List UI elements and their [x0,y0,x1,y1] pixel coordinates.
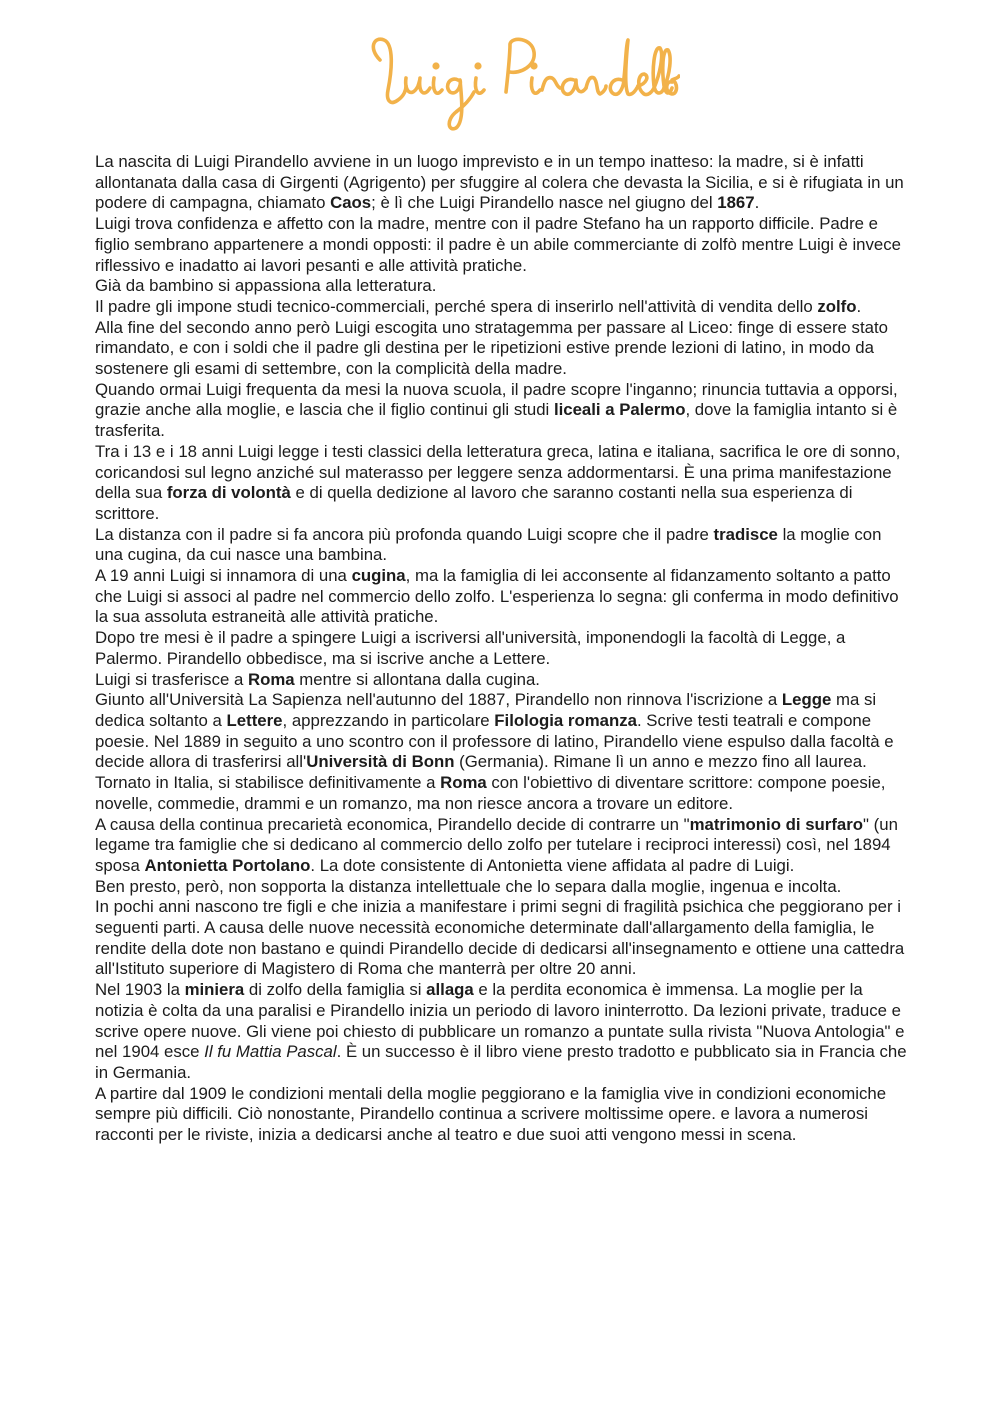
text-run: ma si dedica soltanto a [95,690,877,730]
paragraph [95,690,910,773]
text-run: Luigi si trasferisce a [95,669,248,689]
bold-text: Lettere [226,710,283,730]
bold-text: Roma [247,669,295,689]
paragraph [95,1084,910,1146]
paragraph [95,297,910,318]
paragraph [95,442,910,525]
bold-text: zolfo [817,296,857,316]
paragraph [95,773,910,814]
paragraph [95,897,910,980]
bold-text: Filologia romanza [494,710,637,730]
bold-text: liceali a Palermo [553,400,686,420]
text-run: Tornato in Italia, si stabilisce definitivamente a [95,773,441,793]
text-run: Luigi trova confidenza e affetto con la madre, mentre con il padre Stefano ha un rapporto difficile. Padre e figlio sembrano appartenere a mondi opposti: il padre è un abile commerciante di zolfò mentre Luigi è invece riflessivo e inadatto ai lavori pesanti e alle attività pratiche. [95,214,901,275]
text-run: Quando ormai Luigi frequenta da mesi la nuova scuola, il padre scopre l'inganno; rinuncia tuttavia a opporsi, grazie anche alla moglie, e lascia che il figlio continui gli studi [95,379,898,420]
bold-text: tradisce [713,524,778,544]
paragraph [95,670,910,691]
text-run: ; è lì che Luigi Pirandello nasce nel giugno del [371,193,718,213]
text-run: di zolfo della famiglia si [244,980,427,1000]
text-run: , apprezzando in particolare [282,710,495,730]
paragraph [95,877,910,898]
text-run: la moglie con una cugina, da cui nasce una bambina. [95,524,882,565]
paragraph [95,566,910,628]
text-run: Giunto all'Università La Sapienza nell'autunno del 1887, Pirandello non rinnova l'iscrizione a [95,690,782,710]
bold-text: Caos [330,193,372,213]
paragraph [95,152,910,214]
handwritten-title-logo [360,30,680,142]
paragraph [95,628,910,669]
text-run: Già da bambino si appassiona alla letteratura. [95,276,437,296]
text-run: , dove la famiglia intanto si è trasferita. [95,400,898,441]
text-run: La nascita di Luigi Pirandello avviene in un luogo imprevisto e in un tempo inatteso: la madre, si è infatti allontanata dalla casa di Girgenti (Agrigento) per sfuggire al colera che devasta la Sicilia, e si è rifugiata in un podere di campagna, chiamato [95,152,904,213]
text-run: . È un successo è il libro viene presto tradotto e pubblicato sia in Francia che in Germania. [95,1042,907,1082]
text-run: La distanza con il padre si fa ancora più profonda quando Luigi scopre che il padre [95,524,714,544]
text-run: . [856,296,862,316]
bold-text: allaga [426,980,474,1000]
body-text [95,152,910,1146]
text-run: A partire dal 1909 le condizioni mentali della moglie peggiorano e la famiglia vive in condizioni economiche sempre più difficili. Ciò nonostante, Pirandello continua a scrivere moltissime opere. e lavora a numerosi racconti per le riviste, inizia a dedicarsi anche al teatro e due suoi atti vengono messi in scena. [95,1083,887,1145]
bold-text: matrimonio di surfaro [689,814,864,834]
handwritten-title-graphic [360,30,680,142]
text-run: A 19 anni Luigi si innamora di una [95,566,352,586]
bold-text: miniera [184,980,245,1000]
text-run: (Germania). Rimane lì un anno e mezzo fino all laurea. [454,752,867,772]
text-run: . La dote consistente di Antonietta viene affidata al padre di Luigi. [310,855,795,875]
paragraph [95,214,910,276]
text-run: . Scrive testi teatrali e compone poesie. Nel 1889 in seguito a uno scontro con il professore di latino, Pirandello viene espulso dalla facoltà e decide allora di trasferirsi all' [95,710,894,772]
text-run: mentre si allontana dalla cugina. [294,669,540,689]
text-run: . [754,193,760,213]
bold-text: forza di volontà [166,483,291,503]
bold-text: Antonietta Portolano [144,855,311,875]
paragraph [95,980,910,1084]
paragraph [95,525,910,566]
text-run: e di quella dedizione al lavoro che saranno costanti nella sua esperienza di scrittore. [95,483,853,523]
text-run: Dopo tre mesi è il padre a spingere Luigi a iscriversi all'università, imponendogli la facoltà di Legge, a Palermo. Pirandello obbedisce, ma si iscrive anche a Lettere. [95,628,846,668]
paragraph [95,380,910,442]
bold-text: Università di Bonn [306,752,455,772]
text-run: Nel 1903 la [95,980,185,1000]
paragraph [95,276,910,297]
text-run: e la perdita economica è immensa. La moglie per la notizia è colta da una paralisi e Pirandello inizia un periodo di lavoro ininterrotto. Da lezioni private, traduce e scrive opere nuove. Gli viene poi chiesto di pubblicare un romanzo a puntate sulla rivista "Nuova Antologia" e nel 1904 esce [95,980,905,1062]
text-run: A causa della continua precarietà economica, Pirandello decide di contrarre un " [95,814,690,834]
text-run: Il padre gli impone studi tecnico-commerciali, perché spera di inserirlo nell'attività di vendita dello [95,296,818,316]
paragraph [95,815,910,877]
paragraph [95,318,910,380]
text-run: In pochi anni nascono tre figli e che inizia a manifestare i primi segni di fragilità psichica che peggiorano per i seguenti parti. A causa delle nuove necessità economiche determinate dall'allargamento della famiglia, le rendite della dote non bastano e quindi Pirandello decide di dedicarsi all'insegnamento e ottiene una cattedra all'Istituto superiore di Magistero di Roma che manterrà per oltre 20 anni. [95,897,905,979]
text-run: " (un legame tra famiglie che si dedicano al commercio dello zolfo per tutelare i reciproci interessi) così, nel 1894 sposa [95,814,898,875]
italic-text: Il fu Mattia Pascal [204,1042,337,1062]
bold-text: Legge [781,690,832,710]
bold-text: 1867 [717,193,755,213]
bold-text: Roma [440,773,487,793]
text-run: , ma la famiglia di lei acconsente al fidanzamento soltanto a patto che Luigi si associ al padre nel commercio dello zolfo. L'esperienza lo segna: gli conferma in modo definitivo la sua assoluta estraneità alle attività pratiche. [95,566,899,627]
bold-text: cugina [351,566,406,586]
text-run: con l'obiettivo di diventare scrittore: compone poesie, novelle, commedie, drammi e un romanzo, ma non riesce ancora a trovare un editore. [95,773,886,813]
text-run: Tra i 13 e i 18 anni Luigi legge i testi classici della letteratura greca, latina e italiana, sacrifica le ore di sonno, coricandosi sul legno anziché sul materasso per leggere senza addormentarsi. È una prima manifestazione della sua [95,441,901,503]
text-run: Alla fine del secondo anno però Luigi escogita uno stratagemma per passare al Liceo: finge di essere stato rimandato, e con i soldi che il padre gli destina per le ripetizioni estive prende lezioni di latino, in modo da sostenere gli esami di settembre, con la complicità della madre. [95,317,888,379]
text-run: Ben presto, però, non sopporta la distanza intellettuale che lo separa dalla moglie, ingenua e incolta. [95,876,842,896]
